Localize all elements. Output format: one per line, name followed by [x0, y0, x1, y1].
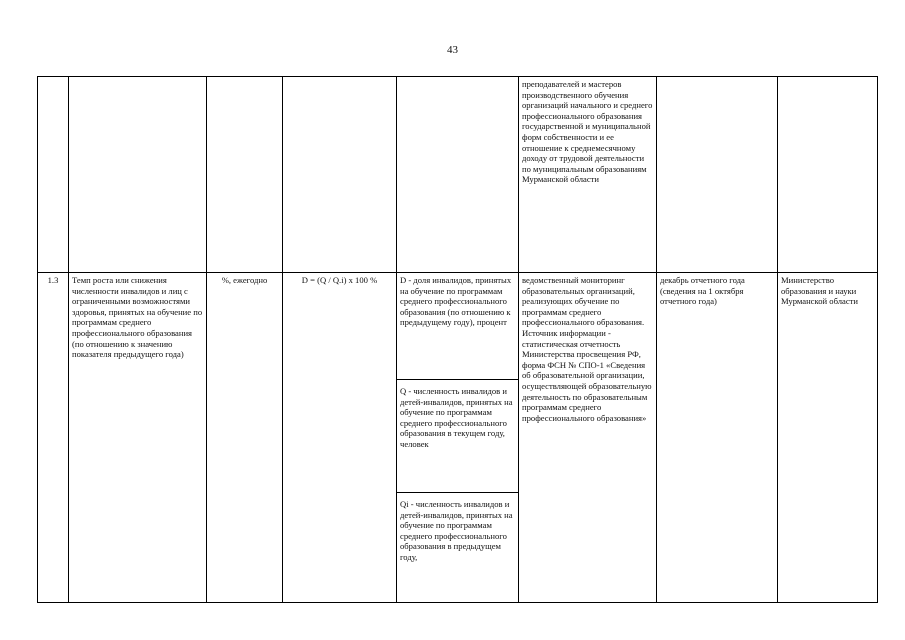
unit-of-measure: %, ежегодно: [207, 273, 283, 603]
continued-source-cell: преподавателей и мастеров производственного обучения организаций начального и среднего профессионального образования государственной и муниципальной форм собственности и ее отношение к среднемесячному доходу от трудовой деятельности по муниципальным образованиям Мурманской области: [519, 77, 657, 273]
responsible-body: Министерство образования и науки Мурманской области: [778, 273, 878, 603]
indicators-table: [37, 76, 878, 603]
continued-responsible-cell: [778, 77, 878, 273]
page-number: 43: [447, 44, 458, 56]
continued-variables-cell: [397, 77, 519, 273]
continued-indicator-cell: [69, 77, 207, 273]
variable-q-description: Q - численность инвалидов и детей-инвалидов, принятых на обучение по программам среднего профессионального образования в текущем году, человек: [397, 380, 519, 493]
indicator-row-1-3: [38, 273, 878, 380]
continued-number-cell: [38, 77, 69, 273]
reporting-deadline: декабрь отчетного года (сведения на 1 октября отчетного года): [657, 273, 778, 603]
continued-row: [38, 77, 878, 273]
indicator-name: Темп роста или снижения численности инвалидов и лиц с ограниченными возможностями здоровья, принятых на обучение по программам среднего профессионального образования (по отношению к значению показателя предыдущего года): [69, 273, 207, 603]
variable-d-description: D - доля инвалидов, принятых на обучение по программам среднего профессионального образования (по отношению к предыдущему году), процент: [397, 273, 519, 380]
calculation-formula: D = (Q / Q.i) x 100 %: [283, 273, 397, 603]
continued-unit-cell: [207, 77, 283, 273]
continued-deadline-cell: [657, 77, 778, 273]
row-number: 1.3: [38, 273, 69, 603]
continued-formula-cell: [283, 77, 397, 273]
data-source: ведомственный мониторинг образовательных организаций, реализующих обучение по программам среднего профессионального образования. Источник информации - статистическая отчетность Министерства просвещения РФ, форма ФСН № СПО-1 «Сведения об образовательной организации, осуществляющей образовательную деятельность по образовательным программам среднего профессионального образования»: [519, 273, 657, 603]
variable-qi-description: Qi - численность инвалидов и детей-инвалидов, принятых на обучение по программам среднего профессионального образования в предыдущем году,: [397, 493, 519, 603]
